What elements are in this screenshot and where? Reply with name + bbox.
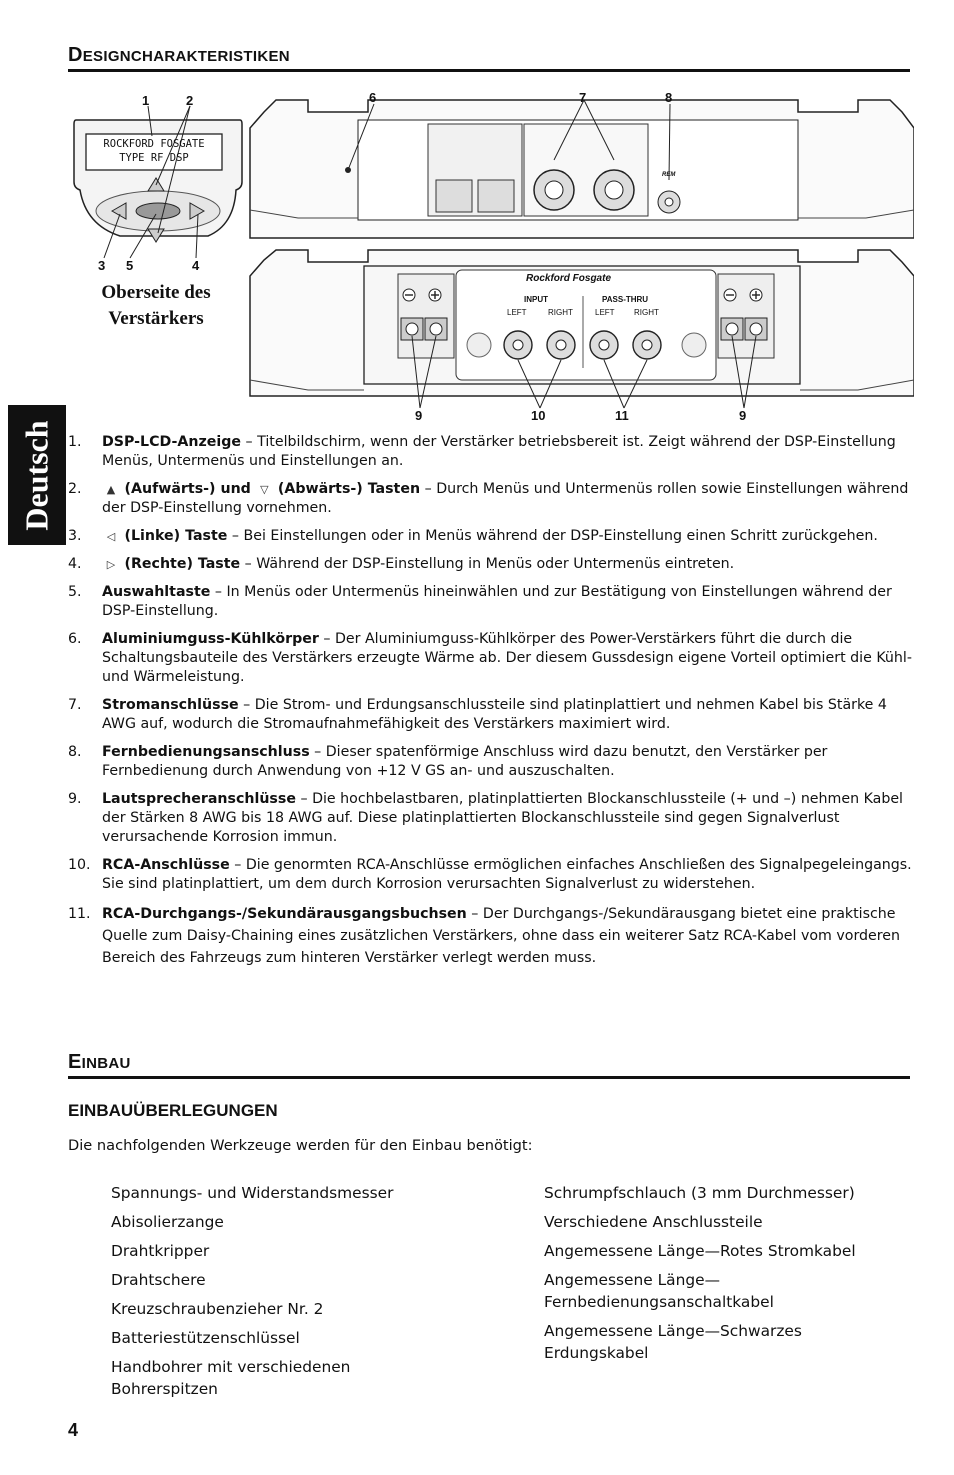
item-title: (Linke) Taste <box>124 528 228 544</box>
figure-caption: Oberseite des Verstärkers <box>101 282 211 329</box>
left-arrow-icon: ◁ <box>106 530 116 543</box>
heading-rest: INBAU <box>81 1055 131 1072</box>
down-arrow-icon: ▽ <box>260 483 269 496</box>
list-item <box>68 433 914 471</box>
passthru-left-label: LEFT <box>595 308 615 317</box>
list-item <box>68 790 914 847</box>
section-heading-einbau <box>68 1051 910 1079</box>
list-item: Angemessene Länge—Fernbedienungsanschaltkabel <box>544 1271 774 1311</box>
list-item: Drahtkripper <box>111 1242 210 1260</box>
passthru-label: PASS-THRU <box>602 295 649 304</box>
list-item <box>68 856 914 894</box>
item-text: – Die genormten RCA-Anschlüsse ermöglichen einfaches Anschließen des Signalpegeleingangs. Sie sind platinplattiert, um dem durch Korrosion verursachten Signalverlust zu widerstehen. <box>102 857 912 892</box>
list-item: Drahtschere <box>111 1271 206 1289</box>
callout-9-right: 9 <box>739 408 747 423</box>
callout-8: 8 <box>665 90 673 105</box>
item-number: 4. <box>68 556 82 572</box>
item-number: 5. <box>68 584 82 600</box>
item-number: 2. <box>68 481 82 497</box>
lcd-display <box>90 137 218 165</box>
item-title: DSP-LCD-Anzeige <box>102 434 242 450</box>
item-text: – Titelbildschirm, wenn der Verstärker betriebsbereit ist. Zeigt während der DSP-Einstellung Menüs, Untermenüs und Einstellungen an. <box>102 434 896 469</box>
feature-list <box>68 433 914 969</box>
lcd-line-1: ROCKFORD FOSGATE <box>103 138 205 150</box>
item-title: (Rechte) Taste <box>124 556 241 572</box>
amplifier-diagram <box>68 90 914 430</box>
heading-rest: ESIGNCHARAKTERISTIKEN <box>82 48 290 65</box>
callout-2: 2 <box>186 93 194 108</box>
input-left-label: LEFT <box>507 308 527 317</box>
item-title-a: (Aufwärts-) und <box>124 481 251 497</box>
item-text: – Während der DSP-Einstellung in Menüs oder Untermenüs eintreten. <box>240 556 735 572</box>
item-title: Stromanschlüsse <box>102 697 239 713</box>
brand-logo: Rockford Fosgate <box>526 273 612 284</box>
passthru-right-label: RIGHT <box>634 308 659 317</box>
list-item <box>68 696 914 734</box>
tools-list-left <box>111 1182 411 1407</box>
page-number: 4 <box>68 1420 79 1440</box>
list-item <box>68 555 914 574</box>
item-title: Aluminiumguss-Kühlkörper <box>102 631 319 647</box>
list-item <box>68 743 914 781</box>
up-arrow-icon: ▲ <box>106 483 116 496</box>
list-item: Angemessene Länge—Schwarzes Erdungskabel <box>544 1322 802 1362</box>
right-arrow-icon: ▷ <box>106 558 116 571</box>
callout-1: 1 <box>142 93 150 108</box>
callout-3: 3 <box>98 258 106 273</box>
list-item <box>68 630 914 687</box>
list-item: Verschiedene Anschlussteile <box>544 1213 763 1231</box>
input-right-label: RIGHT <box>548 308 573 317</box>
item-title: RCA-Anschlüsse <box>102 857 230 873</box>
item-number: 6. <box>68 631 82 647</box>
item-title: Lautsprecheranschlüsse <box>102 791 296 807</box>
list-item: Handbohrer mit verschiedenen Bohrerspitzen <box>111 1358 351 1398</box>
subheading: EINBAUÜBERLEGUNGEN <box>68 1101 278 1120</box>
item-number: 9. <box>68 791 82 807</box>
callout-9-left: 9 <box>415 408 423 423</box>
list-item: Spannungs- und Widerstandsmesser <box>111 1184 394 1202</box>
language-tab-label: Deutsch <box>18 419 55 531</box>
item-text: – Bei Einstellungen oder in Menüs während der DSP-Einstellung einen Schritt zurückgehen. <box>227 528 878 544</box>
input-label: INPUT <box>524 295 548 304</box>
item-title-b: (Abwärts-) Tasten <box>277 481 421 497</box>
item-number: 3. <box>68 528 82 544</box>
tools-list-right <box>544 1182 889 1371</box>
heading-cap: D <box>68 44 83 66</box>
item-number: 10. <box>68 857 91 873</box>
list-item: Batteriestützenschlüssel <box>111 1329 300 1347</box>
item-text: – Die hochbelastbaren, platinplattierten Blockanschlussteile (+ und –) nehmen Kabel der Stärken 8 AWG bis 18 AWG auf. Diese platinplattierten Blockanschlussteile sind gegen Signalverlust verursachende Korrosion immun. <box>102 791 904 845</box>
intro-text: Die nachfolgenden Werkzeuge werden für den Einbau benötigt: <box>68 1137 533 1154</box>
section-heading-designcharakteristiken <box>68 44 910 72</box>
item-title: Auswahltaste <box>102 584 211 600</box>
item-text: – Der Durchgangs-/Sekundärausgang bietet eine praktische Quelle zum Daisy-Chaining eines zusätzlichen Verstärkers, ohne dass ein weiterer Satz RCA-Kabel vom vorderen Bereich des Fahrzeugs zum hinteren Verstärker verlegt werden muss. <box>102 906 901 966</box>
item-number: 11. <box>68 906 91 922</box>
language-tab <box>8 405 66 545</box>
list-item <box>68 480 914 518</box>
item-text: – Die Strom- und Erdungsanschlussteile sind platinplattiert und nehmen Kabel bis Stärke 4 AWG auf, wodurch die Stromaufnahmefähigkeit des Verstärkers maximiert wird. <box>102 697 887 732</box>
list-item <box>68 903 914 969</box>
callout-6: 6 <box>369 90 377 105</box>
list-item: Schrumpfschlauch (3 mm Durchmesser) <box>544 1184 855 1202</box>
item-text: – Der Aluminiumguss-Kühlkörper des Power-Verstärkers führt die durch die Schaltungsbauteile des Verstärkers erzeugte Wärme ab. Der diesem Gussdesign eigene Vorteil optimiert die Kühl- und Wärmeleistung. <box>102 631 912 685</box>
list-item <box>68 527 914 546</box>
item-title: RCA-Durchgangs-/Sekundärausgangsbuchsen <box>102 906 467 922</box>
list-item: Abisolierzange <box>111 1213 224 1231</box>
callout-11: 11 <box>615 408 629 423</box>
callout-10: 10 <box>531 408 546 423</box>
rem-label: REM <box>662 172 676 178</box>
item-text: – Durch Menüs und Untermenüs rollen sowie Einstellungen während der DSP-Einstellung vornehmen. <box>102 481 909 516</box>
list-item: Angemessene Länge—Rotes Stromkabel <box>544 1242 856 1260</box>
item-number: 1. <box>68 434 82 450</box>
list-item: Kreuzschraubenzieher Nr. 2 <box>111 1300 324 1318</box>
list-item <box>68 583 914 621</box>
item-title: Fernbedienungsanschluss <box>102 744 310 760</box>
callout-7: 7 <box>579 90 587 105</box>
item-number: 8. <box>68 744 82 760</box>
callout-4: 4 <box>192 258 200 273</box>
item-text: – Dieser spatenförmige Anschluss wird dazu benutzt, den Verstärker per Fernbedienung durch Anwendung von +12 V GS an- und auszuschalten. <box>102 744 828 779</box>
lcd-line-2: TYPE RF DSP <box>119 152 189 164</box>
callout-5: 5 <box>126 258 134 273</box>
heading-cap: E <box>68 1051 82 1073</box>
item-number: 7. <box>68 697 82 713</box>
item-text: – In Menüs oder Untermenüs hineinwählen und zur Bestätigung von Einstellungen während der DSP-Einstellung. <box>102 584 892 619</box>
